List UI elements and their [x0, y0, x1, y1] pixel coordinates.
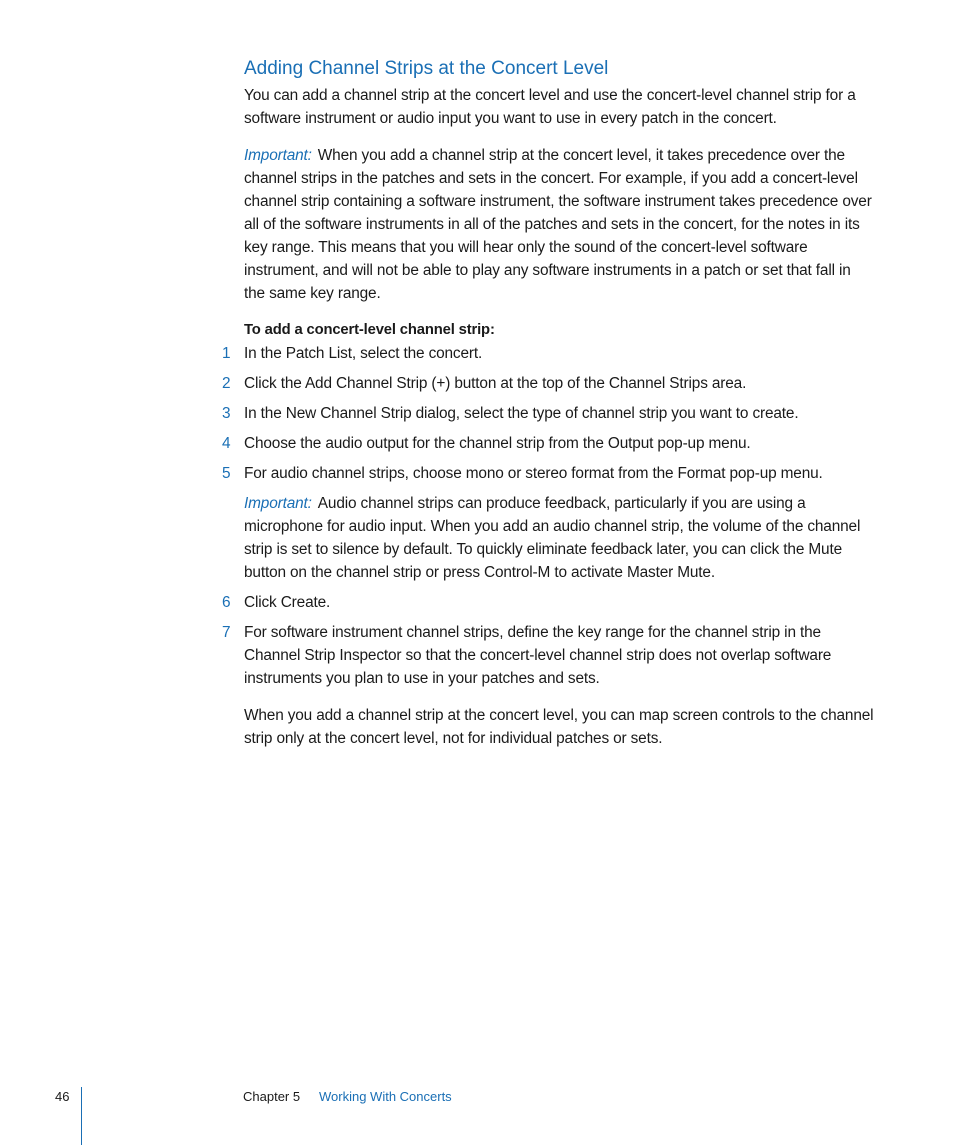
step-number: 3: [222, 405, 231, 422]
section-heading: Adding Channel Strips at the Concert Level: [244, 58, 609, 79]
step-number: 2: [222, 375, 231, 392]
step-text: For audio channel strips, choose mono or stereo format from the Format pop-up menu.: [244, 465, 823, 482]
step-number: 5: [222, 465, 231, 482]
chapter-label: Chapter 5: [243, 1089, 301, 1104]
step-item: [222, 342, 874, 365]
step-number: 4: [222, 435, 231, 452]
task-heading: To add a concert-level channel strip:: [244, 322, 495, 338]
chapter-title-link[interactable]: Working With Concerts: [319, 1089, 452, 1104]
step-text: In the New Channel Strip dialog, select the type of channel strip you want to create.: [244, 405, 799, 422]
important-label: Important:: [244, 495, 312, 512]
step-text: For software instrument channel strips, define the key range for the channel strip in the Channel Strip Inspector so that the concert-level channel strip does not overlap software instruments you plan to use in your patches and sets.: [244, 624, 832, 687]
step-item: [222, 621, 874, 690]
important-text: When you add a channel strip at the concert level, it takes precedence over the channel strips in the patches and sets in the concert. For example, if you add a concert-level channel strip containing a software instrument, the software instrument takes precedence over all of the software instruments in all of the patches and sets in the concert, for the notes in its key range. This means that you will hear only the sound of the concert-level software instrument, and will not be able to play any software instruments in a patch or set that fall in the same key range.: [244, 147, 872, 302]
intro-paragraph: You can add a channel strip at the concert level and use the concert-level channel strip for a software instrument or audio input you want to use in every patch in the concert.: [244, 87, 856, 127]
important-label: Important:: [244, 147, 312, 164]
closing-paragraph: When you add a channel strip at the concert level, you can map screen controls to the channel strip only at the concert level, not for individual patches or sets.: [244, 707, 874, 747]
page-number: 46: [55, 1089, 70, 1104]
step-text: Click Create.: [244, 594, 331, 611]
important-text: Audio channel strips can produce feedback, particularly if you are using a microphone for audio input. When you add an audio channel strip, the volume of the channel strip is set to silence by default. To quickly eliminate feedback later, you can click the Mute button on the channel strip or press Control-M to activate Master Mute.: [244, 495, 861, 581]
step-text: Click the Add Channel Strip (+) button at the top of the Channel Strips area.: [244, 375, 747, 392]
step-number: 7: [222, 624, 231, 641]
important-note: [244, 144, 874, 305]
step-text: In the Patch List, select the concert.: [244, 345, 483, 362]
step-text: Choose the audio output for the channel strip from the Output pop-up menu.: [244, 435, 751, 452]
step-item: [222, 462, 874, 584]
steps-list: [222, 342, 874, 690]
step-important-note: [244, 492, 874, 584]
step-number: 1: [222, 345, 231, 362]
step-item: [222, 591, 874, 614]
step-item: [222, 402, 874, 425]
step-item: [222, 432, 874, 455]
step-number: 6: [222, 594, 231, 611]
footer-divider: [81, 1087, 82, 1145]
page-content: [222, 57, 874, 750]
step-item: [222, 372, 874, 395]
